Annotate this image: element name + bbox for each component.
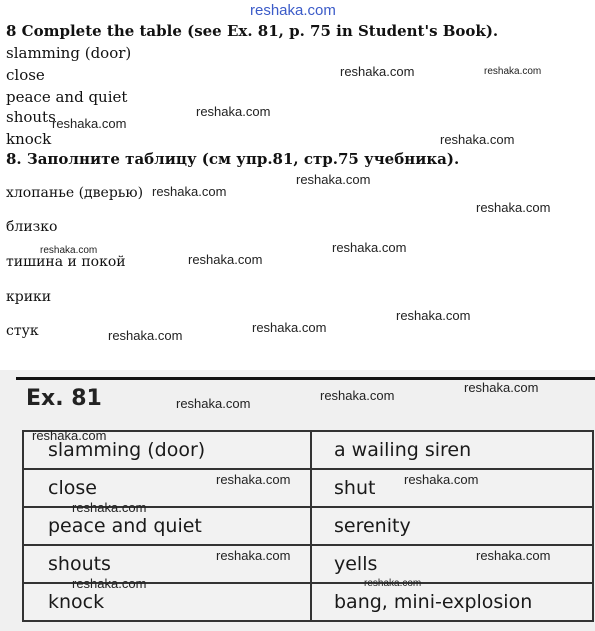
watermark: reshaka.com	[340, 64, 415, 79]
watermark: reshaka.com	[176, 396, 251, 411]
watermark: reshaka.com	[332, 240, 407, 255]
english-item-slamming: slamming (door)	[6, 44, 132, 62]
watermark: reshaka.com	[188, 252, 263, 267]
watermark: reshaka.com	[72, 500, 147, 515]
table-cell: knock	[23, 583, 311, 621]
russian-item-khlopanye: хлопанье (дверью)	[6, 185, 144, 201]
english-item-peace: peace and quiet	[6, 88, 128, 106]
watermark: reshaka.com	[216, 472, 291, 487]
table-cell: bang, mini-explosion	[311, 583, 593, 621]
table-cell: yells	[311, 545, 593, 583]
russian-item-tishina: тишина и покой	[6, 254, 126, 270]
watermark: reshaka.com	[396, 308, 471, 323]
watermark: reshaka.com	[52, 116, 127, 131]
english-item-shouts: shouts	[6, 108, 56, 126]
watermark-top: reshaka.com	[250, 2, 336, 19]
watermark: reshaka.com	[440, 132, 515, 147]
watermark: reshaka.com	[364, 578, 422, 589]
watermark: reshaka.com	[296, 172, 371, 187]
watermark: reshaka.com	[484, 66, 542, 77]
exercise-title: Ex. 81	[26, 386, 102, 411]
watermark: reshaka.com	[252, 320, 327, 335]
table-row	[23, 431, 593, 469]
watermark: reshaka.com	[464, 380, 539, 395]
watermark: reshaka.com	[152, 184, 227, 199]
russian-heading: 8. Заполните таблицу (см упр.81, стр.75 учебника).	[6, 150, 460, 168]
watermark: reshaka.com	[40, 245, 98, 256]
english-item-close: close	[6, 66, 45, 84]
english-item-knock: knock	[6, 130, 52, 148]
russian-item-blizko: близко	[6, 219, 58, 235]
table-cell: shouts	[23, 545, 311, 583]
table-cell: serenity	[311, 507, 593, 545]
english-heading: 8 Complete the table (see Ex. 81, p. 75 in Student's Book).	[6, 22, 499, 40]
watermark: reshaka.com	[32, 428, 107, 443]
russian-item-stuk: стук	[6, 323, 39, 339]
table-cell: shut	[311, 469, 593, 507]
watermark: reshaka.com	[476, 200, 551, 215]
watermark: reshaka.com	[72, 576, 147, 591]
table-cell: peace and quiet	[23, 507, 311, 545]
exercise-table	[22, 430, 594, 622]
watermark: reshaka.com	[320, 388, 395, 403]
watermark: reshaka.com	[476, 548, 551, 563]
watermark: reshaka.com	[404, 472, 479, 487]
table-cell: close	[23, 469, 311, 507]
russian-item-kriki: крики	[6, 289, 52, 305]
watermark: reshaka.com	[216, 548, 291, 563]
table-cell: slamming (door)	[23, 431, 311, 469]
watermark: reshaka.com	[196, 104, 271, 119]
table-cell: a wailing siren	[311, 431, 593, 469]
watermark: reshaka.com	[108, 328, 183, 343]
